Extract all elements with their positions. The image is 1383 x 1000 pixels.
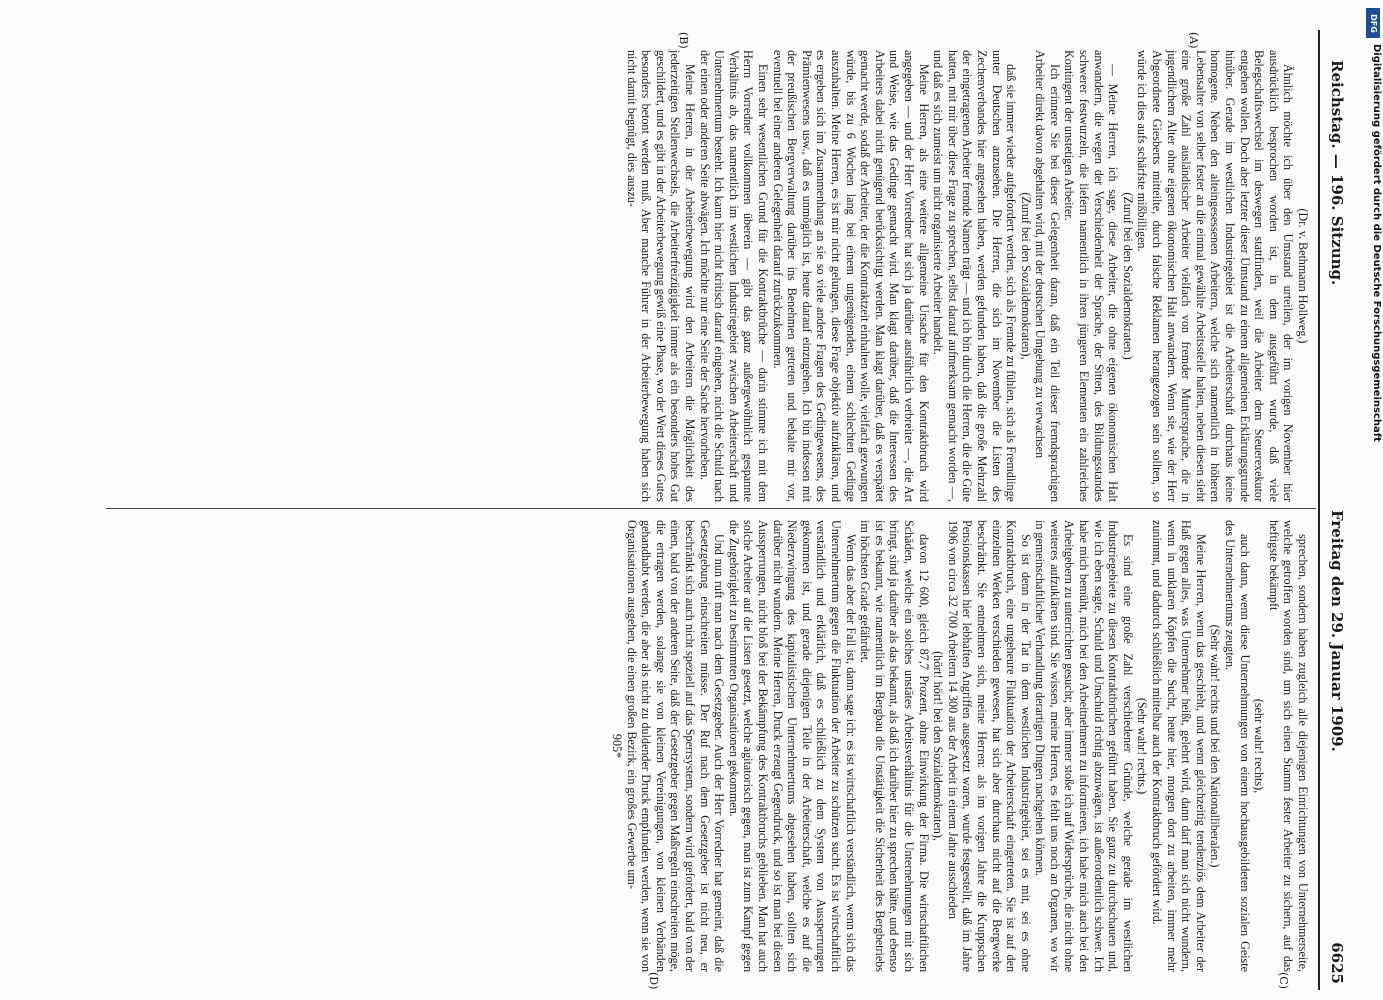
page-header — [1324, 30, 1350, 990]
left-column — [624, 50, 1310, 502]
header-left: Reichstag. — 196. Sitzung. — [1328, 60, 1346, 286]
margin-mark-c: (C) — [1277, 972, 1290, 989]
page-number: 6625 — [1328, 942, 1346, 984]
paragraph: So ist denn in der Tat in dem westlichen Industriegebiet, sei es mit, sei es ohne Kontraktbruch, eine ungeheure Fluktuation der Arbeiterschaft eingetreten. Sie ist auf den einzelnen Werken verschieden gewesen, hat sich aber durchaus nicht auf die Bergwerke beschränkt. Sie entnehmen sich, meine Herren: als im vorigen Jahre die Kruppschen Pensionskassen hier lebhaften Angriffen ausgesetzt waren, wurde festgestellt, daß im Jahre 1906 von circa 32 700 Arbeitern 14 300 aus der Arbeit in einem Jahre ausschieden — [945, 520, 1033, 972]
interjection: (Zuruf bei den Sozialdemokraten.) — [1120, 192, 1135, 360]
paragraph: davon 12 600, gleich 87,7 Prozent, ohne Einwirkung der Firma. Die wirtschaftlichen Schäden, welche ein solches unstätes Arbeitsverhältnis für die Unternehmungen mit sich bringt, sind ja darüber als das bekannt, als daß ich darüber hier zu sprechen hätte, und ebenso ist es bekannt, wie namentlich im Bergbau die Unstätigkeit die Sicherheit des Bergbetriebs im höchsten Grade gefährdet. — [858, 520, 931, 972]
header-date: Freitag den 29. Januar 1909. — [1328, 510, 1346, 752]
paragraph: Einen sehr wesentlichen Grund für die Kontraktbrüche — darin stimme ich mit dem Herrn Vorredner vollkommen überein — gibt das ganz außergewöhnlich gespannte Verhältnis ab, das namentlich im westlichen Industriegebiet zwischen Arbeiterschaft und Unternehmertum besteht. Ich kann hier nicht kritisch darauf eingehen, nicht die Schuld nach der einen oder anderen Seite abwägen. Ich möchte nur eine Seite der Sache hervorheben. — [697, 50, 771, 502]
interjection: (Zuruf bei den Sozialdemokraten), — [1018, 192, 1033, 360]
digitization-credit: Digitalisierung gefördert durch die Deutsche Forschungsgemeinschaft — [1371, 44, 1382, 442]
rotated-page-content — [90, 30, 1350, 990]
speaker-line: (Dr. v. Bethmann Hollweg.) — [1296, 208, 1310, 344]
paragraph: daß sie immer wieder aufgefordert werden, sich als Fremde zu fühlen, sich als Fremdlinge unter Deutschen anzusehen. Die Herren, die sich im November die Listen des Zechenverbandes hier angesehen haben, werden gefunden haben, daß die große Mehrzahl der eingetragenen Arbeiter fremde Namen trägt — und ich bin durch die Herren, die die Güte hatten, mit mir über diese Frage zu sprechen, selbst darauf aufmerksam gemacht worden —, und daß es sich zumeist um nicht organisierte Arbeiter handelt. — [931, 50, 1019, 502]
paragraph: auch dann, wenn diese Unternehmungen von einem hochausgebildeten sozialen Geiste des Unternehmertums zeugten. — [1223, 520, 1252, 972]
margin-mark-b: (B) — [677, 32, 690, 49]
header-rule — [1318, 30, 1320, 990]
paragraph: — Meine Herren, ich sage, diese Arbeiter, die ohne eigenen ökonomischen Halt anwandern, die wegen der Verschiedenheit der Sprache, der Sitten, des Bildungsstandes schwerer festwurzeln, die liefern namentlich in ihren jüngeren Elementen ein zahlreiches Kontingent der unstetigen Arbeiter. — [1062, 50, 1121, 502]
paragraph: Es sind eine große Zahl verschiedener Gründe, welche gerade im westlichen Industriegebiete zu diesen Kontraktbrüchen geführt haben. Sie ganz zu durchschauen und, wie ich eben sagte, Schuld und Unschuld richtig abzuwägen, ist außerordentlich schwer. Ich habe mich bemüht, mich bei den Arbeitnehmern zu informieren, ich habe mich auch bei den Arbeitgebern zu unterrichten gesucht; aber immer stoße ich auf Widersprüche, die nicht ohne weiteres aufzuklären sind. Sie wissen, meine Herren, es fehlt uns noch an Organen, wo wir in gemeinschaftlicher Verhandlung derartigen Dingen nachgehen können. — [1033, 520, 1135, 972]
paragraph: Meine Herren, in der Arbeiterbewegung wird den Arbeitern die Möglichkeit des jederzeitigen Stellenwechsels, die Arbeiterfreizügigkeit immer als ein besonders hohes Gut geschildert, und es gibt in der Arbeiterbewegung gewiß eine Phase, wo der Wert dieses Gutes besonders betont werden muß. Aber manche Führer in der Arbeiterbewegung haben sich nicht damit begnügt, dies auszu- — [624, 50, 698, 502]
signature-mark: 905* — [610, 733, 625, 759]
paragraph: Ich erinnere Sie bei dieser Gelegenheit daran, daß ein Teil dieser fremdsprachigen Arbeiter direkt davon abgehalten wird, mit der deutschen Umgebung zu verwachsen — [1033, 50, 1062, 502]
paragraph: sprechen, sondern haben zugleich alle diejenigen Einrichtungen von Unternehmerseite, welche getroffen worden sind, um sich einen Stamm fester Arbeiter zu sichern, auf das heftigste bekämpft — [1266, 520, 1310, 972]
column-divider — [106, 508, 1316, 509]
paragraph: Wenn das aber der Fall ist, dann sage ich: es ist wirtschaftlich verständlich, wenn sich das Unternehmertum gegen die Fluktuation der Arbeiter zu schützen sucht. Es ist wirtschaftlich verständlich und erklärlich, daß es schließlich zu dem System von Aussperrungen gekommen ist, und gerade diejenigen Teile in der Arbeiterschaft, welche es auf die Niederzwingung des kapitalistischen Unternehmertums abgesehen haben, sollten sich darüber nicht wundern. Meine Herren, Druck erzeugt Gegendruck, und so ist man bei diesen Aussperrungen, nicht bloß bei der Bekämpfung des Kontraktbruchs geblieben. Man hat auch solche Arbeiter auf die Listen gesetzt, welche agitatorisch gegen, man ist zum Kampf gegen die Zugehörigkeit zu bestimmten Organisationen gekommen. — [726, 520, 858, 972]
right-column — [610, 520, 1311, 972]
margin-mark-a: (A) — [1187, 32, 1200, 49]
interjection: (Sehr wahr! rechts und bei den Nationalliberalen.) — [1208, 624, 1223, 868]
margin-mark-d: (D) — [647, 972, 660, 990]
interjection: (hört! hört! bei den Sozialdemokraten), — [931, 651, 946, 841]
interjection: (sehr wahr! rechts), — [1252, 698, 1267, 794]
paragraph: Ähnlich möchte ich über den Umstand urteilen, der im vorigen November hier ausdrücklich besprochen worden ist, in dem ausgeführt wurde, daß viele Belegschaftswechsel im deswegen stattfinden, weil die Arbeiter dem Steuerexekutor entgehen wollen. Doch aber letzter dieser Umstand zu einem allgemeinen Erklärungsgrunde hinüber. Gerade im westlichen Industriegebiet ist die Arbeiterschaft durchaus keine homogene. Neben den alteingesessenen Arbeitern, welche sich namentlich in höheren Lebensalter von selber fester an die einmal gewählte Arbeitsstelle halten, neben diesen sieht eine große Zahl ausländischer Arbeiter vielfach von fremder Muttersprache, die in jugendlichem Alter ohne eigenen ökonomischen Halt anwandern. Wenn sie, wie der Herr Abgeordnete Giesberts mitteilte, durch falsche Reklamen herangezogen sein sollten, so würde ich dies aufs schärfste mißbilligen. — [1135, 50, 1296, 502]
paragraph: Und nun ruft man nach dem Gesetzgeber. Auch der Herr Vorredner hat gemeint, daß die Gesetzgebung einschreiten müsse. Der Ruf nach dem Gesetzgeber ist nicht neu, er beschränkt sich auch nicht speziell auf das Sperrsystem, sondern wird gefordert, bald von der einen, bald von der anderen Seite, daß der Gesetzgeber gegen Maßregeln einschreiten möge, die ertragen werden, solange sie von kleinen Vereinigungen, von kleinen Verbänden gehandhabt werden, die aber als nicht zu duldender Druck empfunden werden, wenn sie von Organisationen ausgehen, die einen großen Bezirk, ein großes Gewerbe um- — [624, 520, 727, 972]
paragraph: Meine Herren, wenn das geschieht, und wenn gleichzeitig tendenziös dem Arbeiter der Haß gegen alles, was Unternehmer heißt, gelehrt wird, dann darf man sich nicht wundern, wenn in unklaren Köpfen die Sucht, heute hier, morgen dort zu arbeiten, immer mehr zunimmt, und dadurch schließlich mittelbar auch der Kontraktbruch gefördert wird. — [1150, 520, 1208, 972]
interjection: (Sehr wahr! rechts.) — [1135, 697, 1150, 795]
paragraph: Meine Herren, als eine weitere allgemeine Ursache für den Kontraktbruch wird angegeben — und der Herr Vorredner hat sich ja darüber ausführlich verbreitet —, die Art und Weise, wie das Gedinge gemacht wird. Man klagt darüber, daß die Interessen des Arbeiters dabei nicht genügend berücksichtigt werden. Man klagt darüber, daß es verspätet gemacht werde, sodaß der Arbeiter, der die Kontraktzeit einhalten wolle, vielfach gezwungen würde, bis zu 6 Wochen lang bei einem ungenügenden, einem schlechten Gedinge auszuhalten. Meine Herren, es ist mir nicht gelungen, diese Frage objektiv aufzuklären, und es ergeben sich im Zusammenhang an sie so viele andere Fragen des Gedingewesens, des Prämienwesens usw., daß es unmöglich ist, heute darauf einzugehen. Ich bin indessen mit der preußischen Bergverwaltung darüber ins Benehmen getreten und behalte mir vor, eventuell bei einer anderen Gelegenheit darauf zurückzukommen. — [770, 50, 931, 502]
dfg-logo: DFG — [1366, 8, 1380, 38]
